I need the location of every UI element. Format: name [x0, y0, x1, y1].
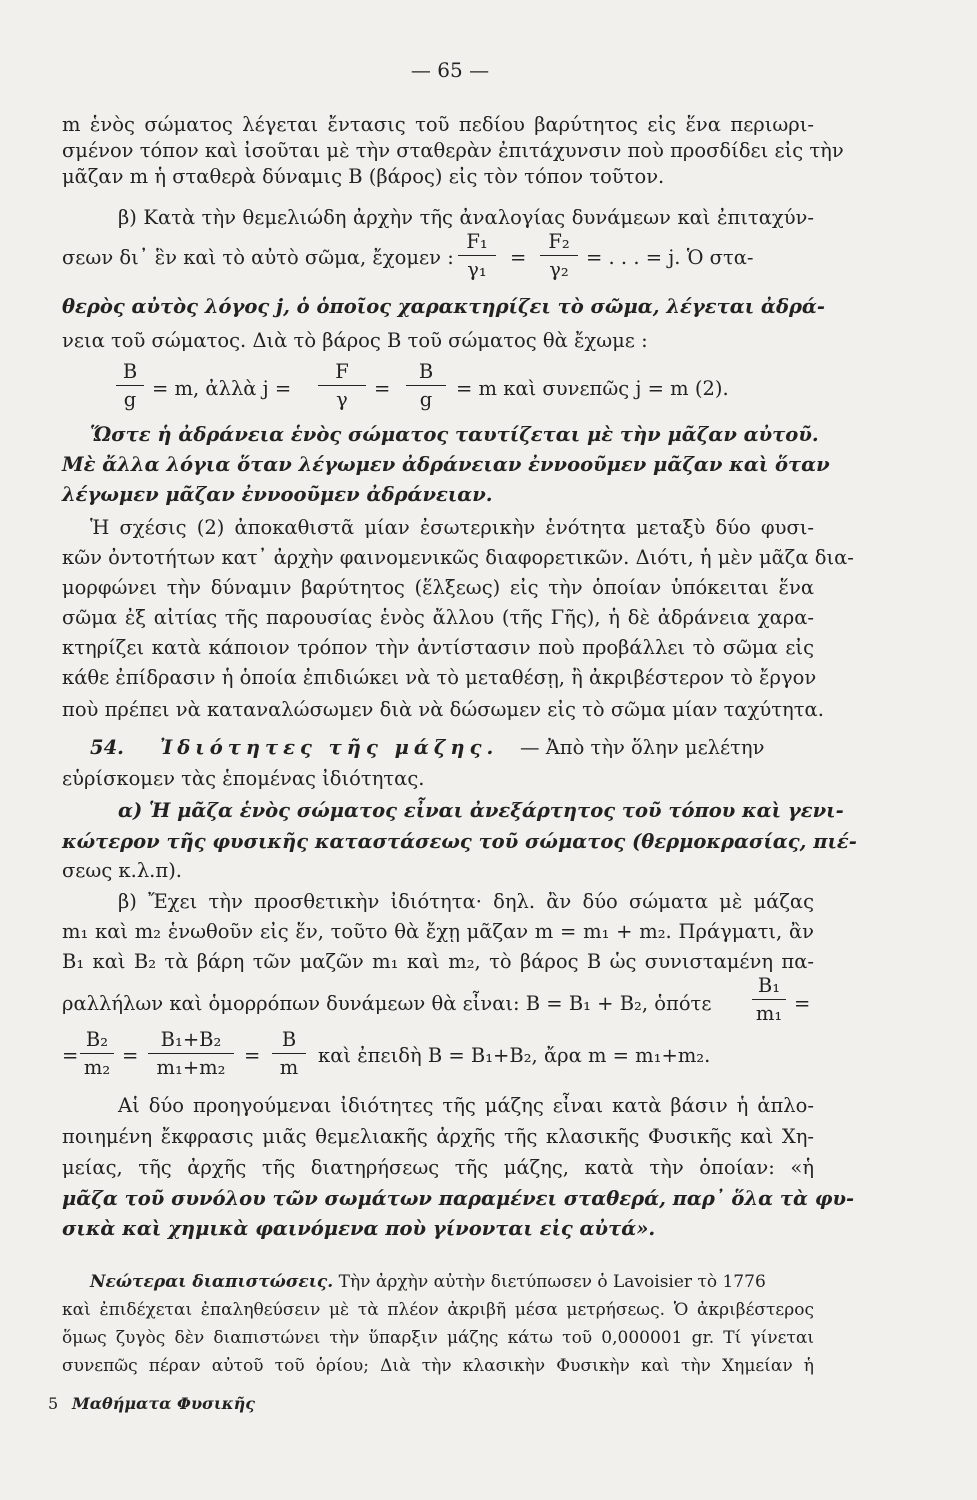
note-line-1-text: Τὴν ἀρχὴν αὐτὴν διετύπωσεν ὁ Lavoisier τὸ 1776	[338, 1272, 766, 1292]
p4-line-5: κτηρίζει κατὰ κάποιον τρόπον τὴν ἀντίστασιν ποὺ προβάλλει τὸ σῶμα εἰς	[62, 636, 814, 659]
eq4-tail: καὶ ἐπειδὴ B = B₁+B₂, ἄρα m = m₁+m₂.	[318, 1044, 711, 1067]
footer-book-title: Μαθήματα Φυσικῆς	[72, 1394, 255, 1413]
eq1-equals: =	[510, 246, 527, 269]
p5-line-1: Αἱ δύο προηγούμεναι ἰδιότητες τῆς μάζης εἶναι κατὰ βάσιν ἡ ἁπλο-	[118, 1094, 814, 1117]
p4-line-3: μορφώνει τὴν δύναμιν βαρύτητος (ἕλξεως) εἰς τὴν ὁποίαν ὑπόκειται ἕνα	[62, 576, 814, 599]
eq1-f2-num: F₂	[548, 230, 570, 253]
eq2-tail: = m καὶ συνεπῶς j = m (2).	[456, 377, 729, 400]
eq2-c-den: g	[419, 388, 433, 411]
eq2-frac-a	[116, 360, 144, 411]
eq2-mid-1: = m, ἀλλὰ j =	[152, 377, 292, 400]
eq2-b-den: γ	[336, 388, 348, 411]
footer-signature-number: 5	[48, 1394, 59, 1413]
eq4-c-den: m	[279, 1056, 299, 1079]
eq4-b-num: B₁+B₂	[160, 1028, 222, 1051]
note-line-4: συνεπῶς πέραν αὐτοῦ τοῦ ὁρίου; Διὰ τὴν κλασικὴν Φυσικὴν καὶ τὴν Χημείαν ἡ	[62, 1356, 814, 1376]
section-54-number: 54.	[90, 736, 124, 759]
eq4-equals-1: =	[122, 1044, 139, 1067]
prop-a-line-2: κώτερον τῆς φυσικῆς καταστάσεως τοῦ σώματος (θερμοκρασίας, πιέ-	[62, 830, 857, 853]
eq4-equals-0: =	[62, 1044, 79, 1067]
p5-line-4: μᾶζα τοῦ συνόλου τῶν σωμάτων παραμένει σταθερά, παρ᾽ ὅλα τὰ φυ-	[62, 1187, 855, 1210]
eq2-b-num: F	[335, 360, 349, 383]
p3-line-1: Ὥστε ἡ ἀδράνεια ἑνὸς σώματος ταυτίζεται μὲ τὴν μᾶζαν αὐτοῦ.	[90, 423, 819, 446]
prop-b-line-2: m₁ καὶ m₂ ἑνωθοῦν εἰς ἕν, τοῦτο θὰ ἔχῃ μᾶζαν m = m₁ + m₂. Πράγματι, ἂν	[62, 920, 814, 943]
eq1-lead: σεων δι᾽ ἓν καὶ τὸ αὐτὸ σῶμα, ἔχομεν :	[62, 246, 454, 269]
eq4-a-den: m₂	[83, 1056, 111, 1079]
p1-line-4: β) Κατὰ τὴν θεμελιώδη ἀρχὴν τῆς ἀναλογίας δυνάμεων καὶ ἐπιταχύν-	[118, 206, 814, 229]
p1-line-1: m ἑνὸς σώματος λέγεται ἔντασις τοῦ πεδίου βαρύτητος εἰς ἕνα περιωρι-	[62, 113, 814, 136]
p4-line-1: Ἡ σχέσις (2) ἀποκαθιστᾶ μίαν ἐσωτερικὴν ἑνότητα μεταξὺ δύο φυσι-	[90, 516, 814, 539]
p4-line-2: κῶν ὀντοτήτων κατ᾽ ἀρχὴν φαινομενικῶς διαφορετικῶν. Διότι, ἡ μὲν μᾶζα δια-	[62, 546, 854, 569]
p3-line-2: Μὲ ἄλλα λόγια ὅταν λέγωμεν ἀδράνειαν ἐννοοῦμεν μᾶζαν καὶ ὅταν	[62, 453, 830, 476]
p1-line-2: σμένον τόπον καὶ ἰσοῦται μὲ τὴν σταθερὰν ἐπιτάχυνσιν ποὺ προσδίδει εἰς τὴν	[62, 139, 844, 162]
eq3-frac	[752, 974, 786, 1025]
page-number: — 65 —	[410, 58, 490, 82]
prop-a-line-1: α) Ἡ μᾶζα ἑνὸς σώματος εἶναι ἀνεξάρτητος τοῦ τόπου καὶ γενι-	[118, 799, 844, 822]
eq1-frac-1	[458, 230, 496, 281]
eq2-frac-c	[406, 360, 446, 411]
p1-line-3: μᾶζαν m ἡ σταθερὰ δύναμις Β (βάρος) εἰς τὸν τόπον τοῦτον.	[62, 165, 665, 188]
eq4-b-den: m₁+m₂	[156, 1056, 226, 1079]
prop-b-line-3: B₁ καὶ B₂ τὰ βάρη τῶν μαζῶν m₁ καὶ m₂, τὸ βάρος B ὡς συνισταμένη πα-	[62, 950, 814, 973]
prop-b-line-1: β) Ἔχει τὴν προσθετικὴν ἰδιότητα· δηλ. ἂν δύο σώματα μὲ μάζας	[118, 890, 814, 913]
note-line-3: ὅμως ζυγὸς δὲν διαπιστώνει τὴν ὕπαρξιν μάζης κάτω τοῦ 0,000001 gr. Τί γίνεται	[62, 1328, 814, 1348]
eq3-lead: ραλλήλων καὶ ὁμορρόπων δυνάμεων θὰ εἶναι: B = B₁ + B₂, ὁπότε	[62, 992, 712, 1015]
eq2-frac-b	[318, 360, 366, 411]
eq2-a-den: g	[123, 388, 137, 411]
p5-line-2: ποιημένη ἔκφρασις μιᾶς θεμελιακῆς ἀρχῆς τῆς κλασικῆς Φυσικῆς καὶ Χη-	[62, 1125, 814, 1148]
eq1-f1-num: F₁	[466, 230, 488, 253]
note-line-1	[90, 1270, 814, 1294]
eq2-mid-2: =	[374, 377, 391, 400]
section-54-title: Ἰδιότητες τῆς μάζης.	[160, 736, 499, 759]
eq2-a-num: B	[122, 360, 138, 383]
eq4-equals-2: =	[244, 1044, 261, 1067]
note-heading: Νεώτεραι διαπιστώσεις.	[90, 1272, 334, 1292]
eq4-frac-c	[272, 1028, 306, 1079]
note-line-2: καὶ ἐπιδέχεται ἐπαληθεύσειν μὲ τὰ πλέον ἀκριβῆ μέσα μετρήσεως. Ὁ ἀκριβέστερος	[62, 1300, 814, 1320]
p3-line-3: λέγωμεν μᾶζαν ἐννοοῦμεν ἀδράνειαν.	[62, 483, 493, 506]
p4-line-6: κάθε ἐπίδρασιν ἡ ὁποία ἐπιδιώκει νὰ τὸ μεταθέσῃ, ἢ ἀκριβέστερον τὸ ἔργον	[62, 666, 817, 689]
eq4-a-num: B₂	[85, 1028, 109, 1051]
p5-line-3: μείας, τῆς ἀρχῆς τῆς διατηρήσεως τῆς μάζης, κατὰ τὴν ὁποίαν: «ἡ	[62, 1156, 814, 1179]
eq3-num: B₁	[757, 974, 781, 997]
eq4-frac-a	[80, 1028, 114, 1079]
eq4-c-num: B	[281, 1028, 297, 1051]
p2-line-1: θερὸς αὐτὸς λόγος j, ὁ ὁποῖος χαρακτηρίζει τὸ σῶμα, λέγεται ἀδρά-	[62, 295, 826, 318]
eq4-frac-b	[148, 1028, 234, 1079]
eq3-equals: =	[794, 992, 811, 1015]
eq2-c-num: B	[418, 360, 434, 383]
section-54-line-2: εὑρίσκομεν τὰς ἑπομένας ἰδιότητας.	[62, 767, 425, 790]
eq1-f2-den: γ₂	[549, 258, 569, 281]
p4-line-4: σῶμα ἐξ αἰτίας τῆς παρουσίας ἑνὸς ἄλλου (τῆς Γῆς), ἡ δὲ ἀδράνεια χαρα-	[62, 606, 814, 629]
p5-line-5: σικὰ καὶ χημικὰ φαινόμενα ποὺ γίνονται εἰς αὐτά».	[62, 1217, 656, 1240]
eq1-frac-2	[540, 230, 578, 281]
eq1-tail: = . . . = j. Ὁ στα-	[586, 246, 754, 269]
p2-line-2: νεια τοῦ σώματος. Διὰ τὸ βάρος Β τοῦ σώματος θὰ ἔχωμε :	[62, 329, 648, 352]
section-54-rest: — Ἀπὸ τὴν ὅλην μελέτην	[520, 736, 765, 759]
p4-line-7: ποὺ πρέπει νὰ καταναλώσωμεν διὰ νὰ δώσωμεν εἰς τὸ σῶμα μίαν ταχύτητα.	[62, 698, 824, 721]
eq3-den: m₁	[755, 1002, 783, 1025]
prop-a-line-3: σεως κ.λ.π).	[62, 859, 182, 882]
eq1-f1-den: γ₁	[467, 258, 487, 281]
